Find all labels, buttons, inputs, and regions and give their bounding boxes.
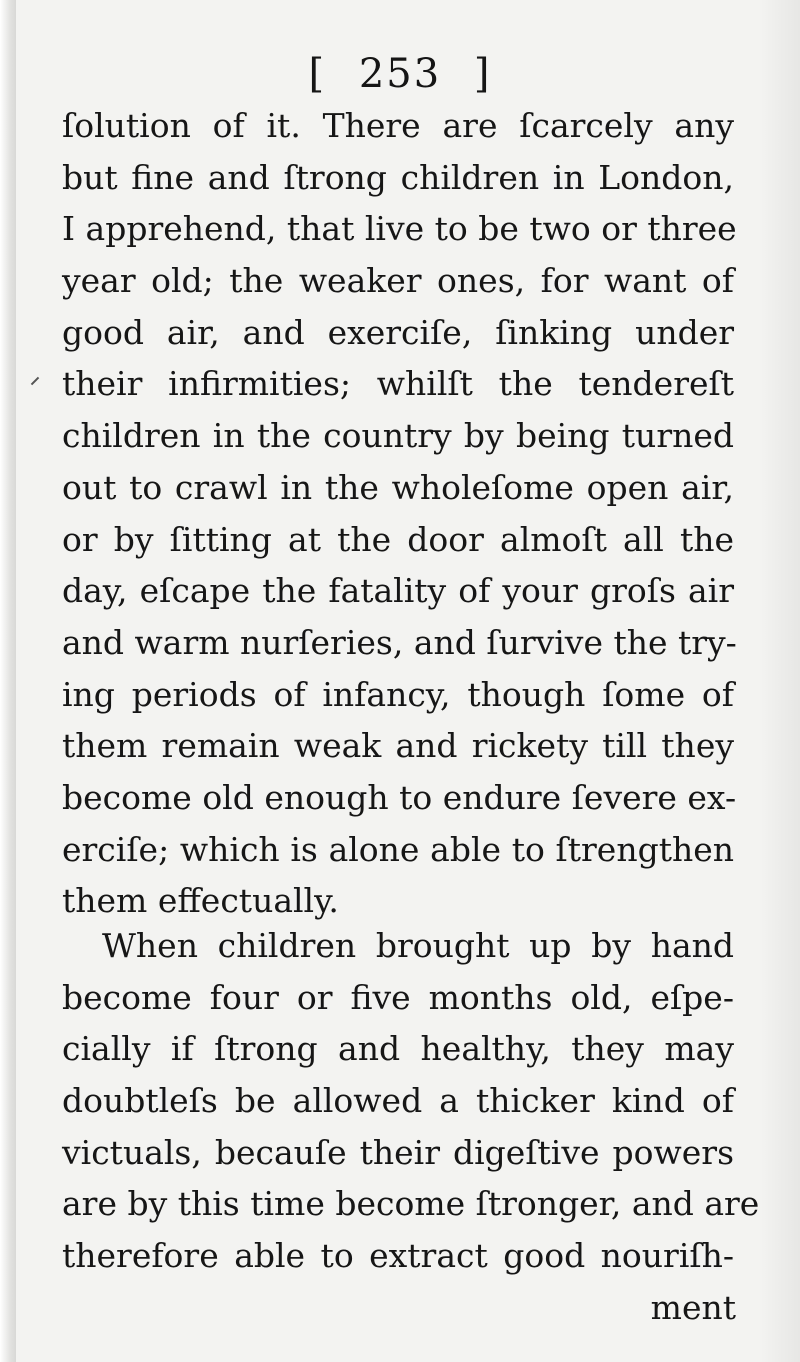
- text-line: doubtleſs be allowed a thicker kind of: [62, 1081, 734, 1121]
- page-edge-shadow: [760, 0, 800, 1362]
- text-line: victuals, becauſe their digeſtive powers: [62, 1132, 734, 1172]
- text-line: them remain weak and rickety till they: [62, 726, 734, 766]
- text-line: out to crawl in the wholeſome open air,: [62, 467, 734, 507]
- page-number: 253: [358, 51, 442, 97]
- text-line: day, eſcape the fatality of your groſs air: [62, 571, 734, 611]
- margin-pencil-mark: [31, 377, 39, 385]
- text-line: cially if ſtrong and healthy, they may: [62, 1029, 734, 1069]
- page-header: [0, 52, 800, 96]
- text-line: I apprehend, that live to be two or three: [62, 209, 737, 249]
- text-line: good air, and exerciſe, ſinking under: [62, 312, 734, 352]
- text-line: ing periods of infancy, though ſome of: [62, 674, 734, 714]
- text-line: and warm nurſeries, and ſurvive the try-: [62, 622, 737, 662]
- header-close-bracket: ]: [473, 51, 492, 97]
- text-line: therefore able to extract good nouriſh-: [62, 1236, 734, 1276]
- catchword: ment: [650, 1288, 736, 1327]
- text-line: children in the country by being turned: [62, 416, 734, 456]
- text-line: are by this time become ſtronger, and are: [62, 1184, 760, 1224]
- text-line: but fine and ſtrong children in London,: [62, 157, 734, 197]
- text-line: erciſe; which is alone able to ſtrengthen: [62, 829, 734, 869]
- paragraph-2: [62, 920, 760, 1282]
- text-line: ſolution of it. There are ſcarcely any: [62, 106, 734, 145]
- paragraph-1: [62, 100, 737, 927]
- page-gutter: [0, 0, 16, 1362]
- text-line: become old enough to endure ſevere ex-: [62, 777, 737, 817]
- text-line: their infirmities; whilſt the tendereſt: [62, 364, 734, 404]
- text-line: or by ſitting at the door almoſt all the: [62, 519, 734, 559]
- text-line: year old; the weaker ones, for want of: [62, 261, 734, 301]
- text-line: When children brought up by hand: [102, 926, 734, 965]
- header-open-bracket: [: [308, 51, 327, 97]
- text-line: them effectually.: [62, 881, 339, 921]
- text-line: become four or five months old, eſpe-: [62, 977, 734, 1017]
